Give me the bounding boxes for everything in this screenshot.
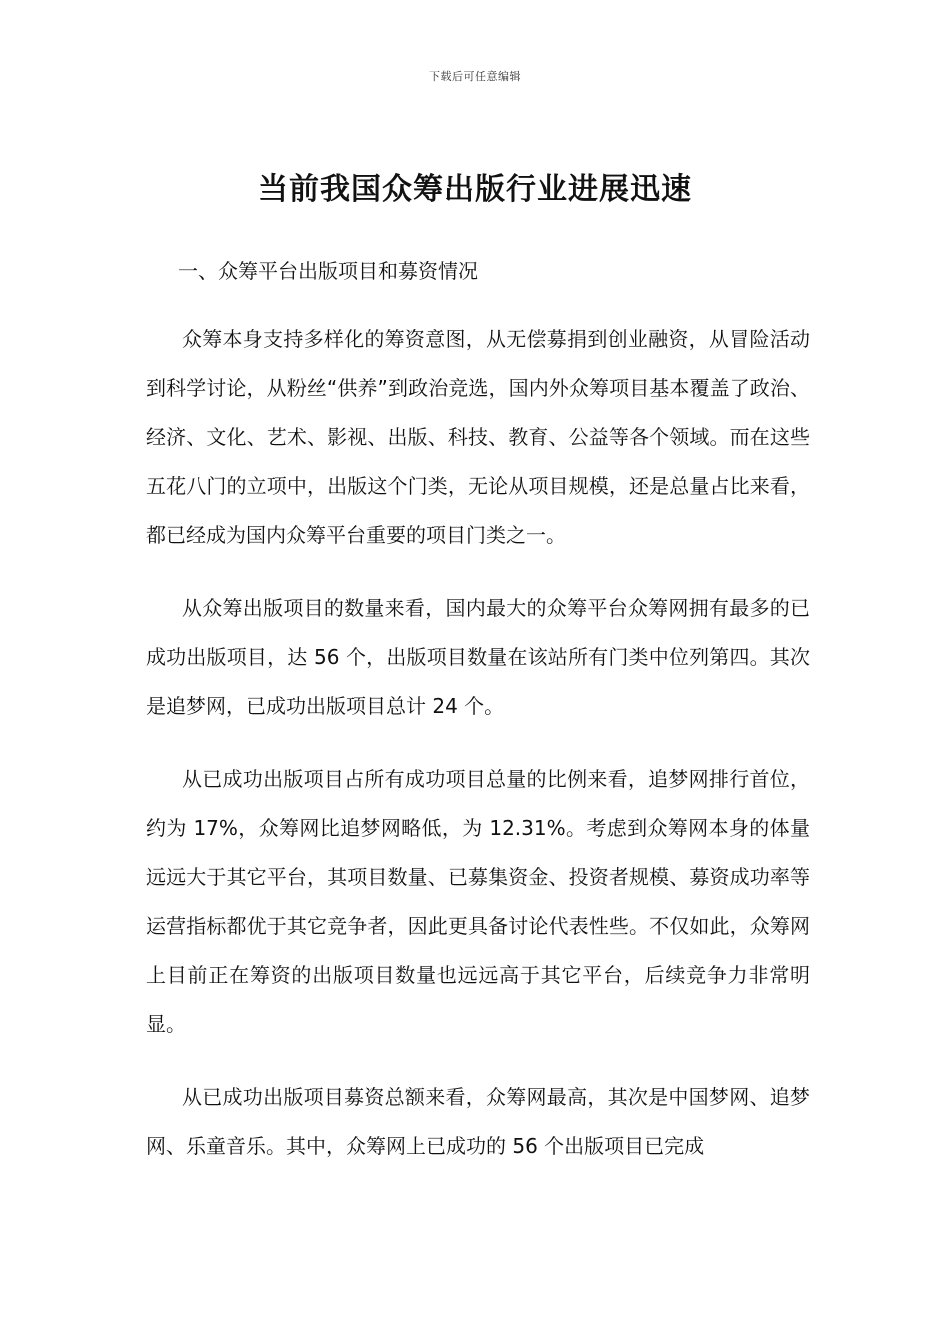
section-heading: 一、众筹平台出版项目和募资情况 bbox=[178, 259, 478, 283]
paragraph-2: 从众筹出版项目的数量来看，国内最大的众筹平台众筹网拥有最多的已成功出版项目，达 56 个，出版项目数量在该站所有门类中位列第四。其次是追梦网，已成功出版项目总计 24 个。 bbox=[146, 596, 810, 718]
document-title: 当前我国众筹出版行业进展迅速 bbox=[258, 172, 692, 207]
paragraph-3: 从已成功出版项目占所有成功项目总量的比例来看，追梦网排行首位，约为 17%，众筹网比追梦网略低，为 12.31%。考虑到众筹网本身的体量远远大于其它平台，其项目数量、已募集资金、投资者规模、募资成功率等运营指标都优于其它竞争者，因此更具备讨论代表性些。不仅如此，众筹网上目前正在筹资的出版项目数量也远远高于其它平台，后续竞争力非常明显。 bbox=[146, 767, 810, 1036]
page-header-note: 下载后可任意编辑 bbox=[429, 70, 521, 83]
paragraph-4: 从已成功出版项目募资总额来看，众筹网最高，其次是中国梦网、追梦网、乐童音乐。其中，众筹网上已成功的 56 个出版项目已完成 bbox=[146, 1085, 810, 1158]
paragraph-1: 众筹本身支持多样化的筹资意图，从无偿募捐到创业融资，从冒险活动到科学讨论，从粉丝“供养”到政治竞选，国内外众筹项目基本覆盖了政治、经济、文化、艺术、影视、出版、科技、教育、公益等各个领域。而在这些五花八门的立项中，出版这个门类，无论从项目规模，还是总量占比来看，都已经成为国内众筹平台重要的项目门类之一。 bbox=[146, 327, 810, 547]
document-body bbox=[146, 252, 810, 1195]
